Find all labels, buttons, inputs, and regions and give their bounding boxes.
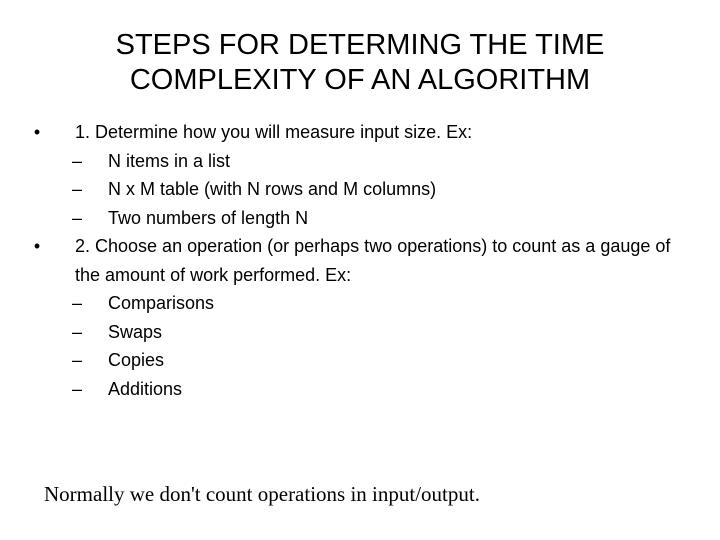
sub-bullet-item [30,204,680,233]
sub-bullet-text: N x M table (with N rows and M columns) [108,179,437,199]
bullet-item [30,232,680,289]
sub-bullet-text: Two numbers of length N [108,207,309,228]
bullet-list [30,118,680,403]
sub-bullet-text: Comparisons [108,293,215,313]
sub-bullet-text: Copies [108,350,165,370]
sub-bullet-text: N items in a list [108,150,231,171]
bullet-icon: • [33,236,41,256]
sub-bullet-item [30,318,680,347]
title-line: STEPS FOR DETERMING THE TIME [115,29,605,61]
dash-icon: – [72,179,83,199]
bullet-icon: • [33,122,41,142]
sub-bullet-item [30,346,680,375]
dash-icon: – [72,378,83,399]
slide-title [60,28,660,98]
sub-bullet-text: Swaps [108,321,163,342]
footnote: Normally we don't count operations in input/output. [44,482,480,506]
dash-icon: – [72,321,83,342]
title-line: COMPLEXITY OF AN ALGORITHM [129,64,591,96]
dash-icon: – [72,207,83,228]
dash-icon: – [72,293,83,313]
sub-bullet-item [30,175,680,204]
sub-bullet-item [30,375,680,404]
bullet-text: 2. Choose an operation (or perhaps two operations) to count as a gauge of the amount of work performed. Ex: [75,236,671,285]
dash-icon: – [72,350,83,370]
dash-icon: – [72,150,83,171]
sub-bullet-item [30,289,680,318]
bullet-item [30,118,680,147]
bullet-text: 1. Determine how you will measure input size. Ex: [75,122,473,142]
sub-bullet-text: Additions [108,378,183,399]
sub-bullet-item [30,147,680,176]
